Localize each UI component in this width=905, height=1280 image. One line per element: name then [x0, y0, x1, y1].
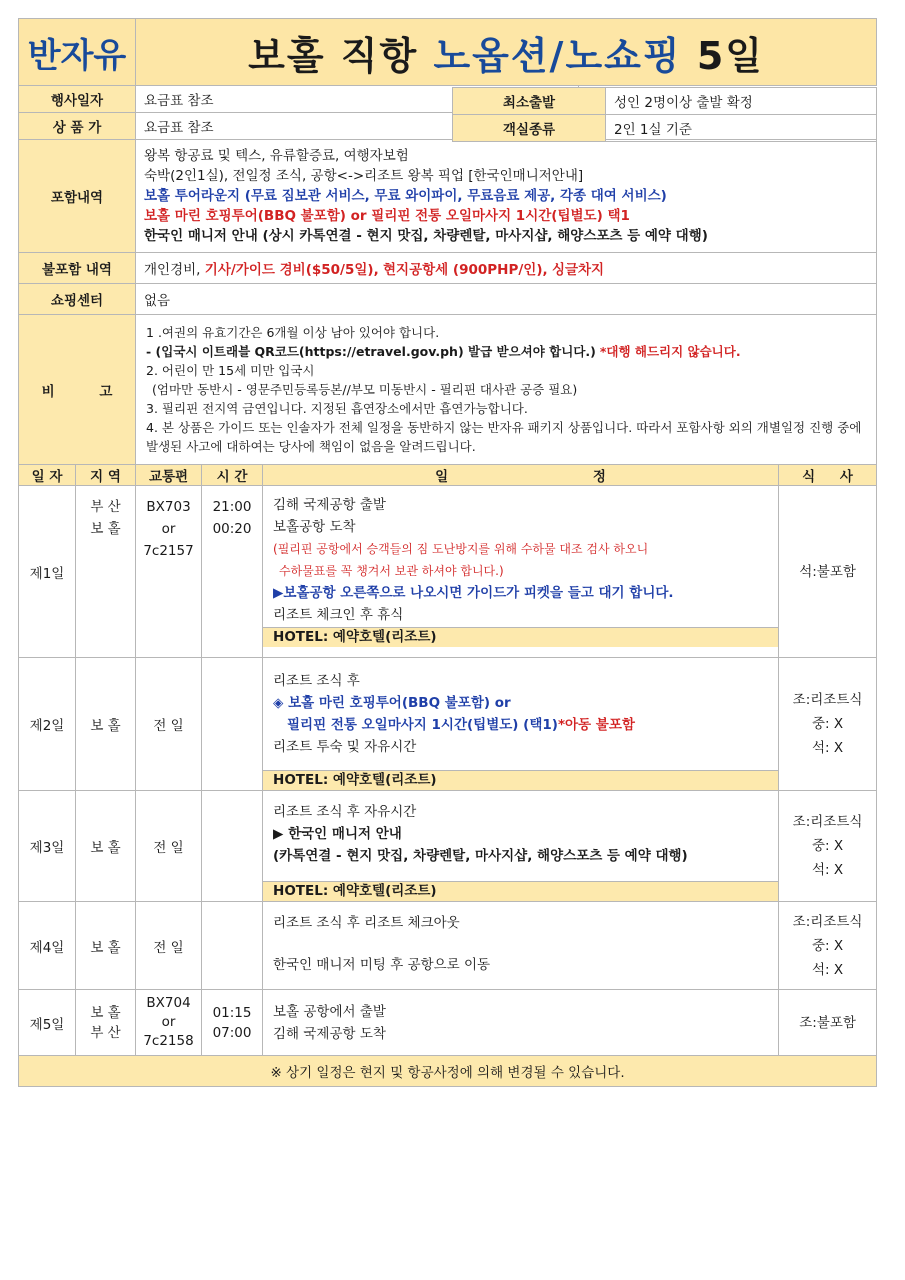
min-value: 성인 2명이상 출발 확정 — [606, 88, 877, 115]
includes-content — [136, 140, 877, 253]
day-region: 보 홀 — [76, 902, 136, 990]
remark-line: 1 .여권의 유효기간은 6개월 이상 남아 있어야 합니다. — [146, 325, 440, 340]
col-time: 시 간 — [202, 465, 263, 486]
shopping-row — [19, 284, 877, 315]
itinerary-sheet — [18, 18, 876, 1087]
day-meal: 조:리조트식 중: X 석: X — [779, 902, 877, 990]
schedule-header-row — [19, 465, 877, 486]
day-schedule: 리조트 조식 후 리조트 체크아웃 한국인 매니저 미팅 후 공항으로 이동 — [263, 902, 779, 990]
remark-line: (엄마만 동반시 - 영문주민등록등본//부모 미동반시 - 필리핀 대사관 공증 필요) — [152, 382, 578, 397]
shopping-label: 쇼핑센터 — [19, 284, 136, 315]
remarks-label: 비 고 — [19, 315, 136, 465]
remark-line: 2. 어린이 만 15세 미만 입국시 — [146, 363, 315, 378]
col-meal: 식 사 — [779, 465, 877, 486]
title-prefix: 보홀 직항 — [248, 33, 419, 78]
date-value: 요금표 참조 — [136, 86, 579, 113]
excludes-row — [19, 253, 877, 284]
day-transport: BX704 or 7c2158 — [136, 990, 202, 1056]
remark-line: 4. 본 상품은 가이드 또는 인솔자가 전체 일정을 동반하지 않는 반자유 패키지 상품입니다. 따라서 포함사항 외의 개별일정 진행 중에 발생된 사고에 대하여는 당사에 책임이 없음을 알려드립니다. — [146, 420, 862, 454]
itinerary-table — [18, 18, 877, 1087]
hotel-label: HOTEL: 예약호텔(리조트) — [263, 627, 779, 647]
day-time: 21:00 00:20 — [202, 486, 263, 658]
day-region: 보 홀 부 산 — [76, 990, 136, 1056]
day-time — [202, 791, 263, 902]
price-label: 상 품 가 — [19, 113, 136, 140]
title-row — [19, 19, 877, 86]
include-item: 한국인 매니저 안내 (상시 카톡연결 - 현지 맛집, 차량렌탈, 마사지샵, 해양스포츠 등 예약 대행) — [144, 228, 708, 244]
day-region: 보 홀 — [76, 791, 136, 902]
title-highlight: 노옵션/노쇼핑 — [433, 33, 682, 78]
room-value: 2인 1실 기준 — [606, 115, 877, 142]
day-row-4 — [19, 902, 877, 990]
title-suffix: 5일 — [696, 33, 764, 78]
day-transport: 전 일 — [136, 902, 202, 990]
remark-line: 3. 필리핀 전지역 금연입니다. 지정된 흡연장소에서만 흡연가능합니다. — [146, 401, 528, 416]
brand-label: 반자유 — [19, 19, 136, 86]
min-label: 최소출발 — [453, 88, 606, 115]
day-schedule: 보홀 공항에서 출발 김해 국제공항 도착 — [263, 990, 779, 1056]
day-schedule: 리조트 조식 후 ◈ 보홀 마린 호핑투어(BBQ 불포함) or 필리핀 전통 오일마사지 1시간(팁별도) (택1)*아동 불포함 리조트 투숙 및 자유시간 HOTEL: 예약호텔(리조트) — [263, 658, 779, 791]
col-transport: 교통편 — [136, 465, 202, 486]
include-item: 왕복 항공료 및 텍스, 유류할증료, 여행자보험 — [144, 148, 409, 164]
day-region: 보 홀 — [76, 658, 136, 791]
include-item: 숙박(2인1실), 전일정 조식, 공항<->리조트 왕복 픽업 [한국인매니저안내] — [144, 168, 584, 184]
day-label: 제4일 — [19, 902, 76, 990]
day-label: 제2일 — [19, 658, 76, 791]
price-value: 요금표 참조 — [136, 113, 579, 140]
day-meal: 조:리조트식 중: X 석: X — [779, 658, 877, 791]
include-item: 보홀 마린 호핑투어(BBQ 불포함) or 필리핀 전통 오일마사지 1시간(팁별도) 택1 — [144, 208, 630, 224]
col-day: 일 자 — [19, 465, 76, 486]
include-item: 보홀 투어라운지 (무료 짐보관 서비스, 무료 와이파이, 무료음료 제공, 각종 대여 서비스) — [144, 188, 667, 204]
day-schedule: 리조트 조식 후 자유시간 ▶ 한국인 매니저 안내 (카톡연결 - 현지 맛집, 차량렌탈, 마사지샵, 해양스포츠 등 예약 대행) HOTEL: 예약호텔(리조트) — [263, 791, 779, 902]
day-row-1 — [19, 486, 877, 658]
day-time — [202, 658, 263, 791]
day-row-3 — [19, 791, 877, 902]
day-label: 제3일 — [19, 791, 76, 902]
day-label: 제5일 — [19, 990, 76, 1056]
day-region: 부 산 보 홀 — [76, 486, 136, 658]
includes-row — [19, 140, 877, 253]
room-label: 객실종류 — [453, 115, 606, 142]
day-transport: 전 일 — [136, 658, 202, 791]
day-meal: 석:불포함 — [779, 486, 877, 658]
day-schedule: 김해 국제공항 출발 보홀공항 도착 (필리핀 공항에서 승객들의 짐 도난방지를 위해 수하물 대조 검사 하오니 수하물표를 꼭 챙겨서 보관 하셔야 합니다.) ▶보홀공항 오른쪽으로 나오시면 가이드가 피켓을 들고 대기 합니다. 리조트 체크인 후 휴식 HOTEL: 예약호텔(리조트) — [263, 486, 779, 658]
day-meal: 조:불포함 — [779, 990, 877, 1056]
page-title — [136, 19, 877, 86]
shopping-value: 없음 — [136, 284, 877, 315]
day-transport: 전 일 — [136, 791, 202, 902]
day-row-5 — [19, 990, 877, 1056]
includes-label: 포함내역 — [19, 140, 136, 253]
info-right-overlay — [452, 87, 876, 142]
remark-line: - (입국시 이트래블 QR코드(https://etravel.gov.ph) 발급 받으셔야 합니다.) *대행 해드리지 않습니다. — [146, 344, 741, 359]
hotel-label: HOTEL: 예약호텔(리조트) — [263, 881, 779, 901]
day-row-2 — [19, 658, 877, 791]
hotel-label: HOTEL: 예약호텔(리조트) — [263, 770, 779, 790]
excludes-label: 불포함 내역 — [19, 253, 136, 284]
day-label: 제1일 — [19, 486, 76, 658]
day-time: 01:15 07:00 — [202, 990, 263, 1056]
col-region: 지 역 — [76, 465, 136, 486]
remarks-row — [19, 315, 877, 465]
date-label: 행사일자 — [19, 86, 136, 113]
footer-row — [19, 1056, 877, 1087]
col-schedule: 일 정 — [263, 465, 779, 486]
day-time — [202, 902, 263, 990]
excludes-content: 개인경비, 기사/가이드 경비($50/5일), 현지공항세 (900PHP/인), 싱글차지 — [136, 253, 877, 284]
day-transport: BX703 or 7c2157 — [136, 486, 202, 658]
footer-note: ※ 상기 일정은 현지 및 항공사정에 의해 변경될 수 있습니다. — [19, 1056, 877, 1087]
remarks-content — [136, 315, 877, 465]
day-meal: 조:리조트식 중: X 석: X — [779, 791, 877, 902]
